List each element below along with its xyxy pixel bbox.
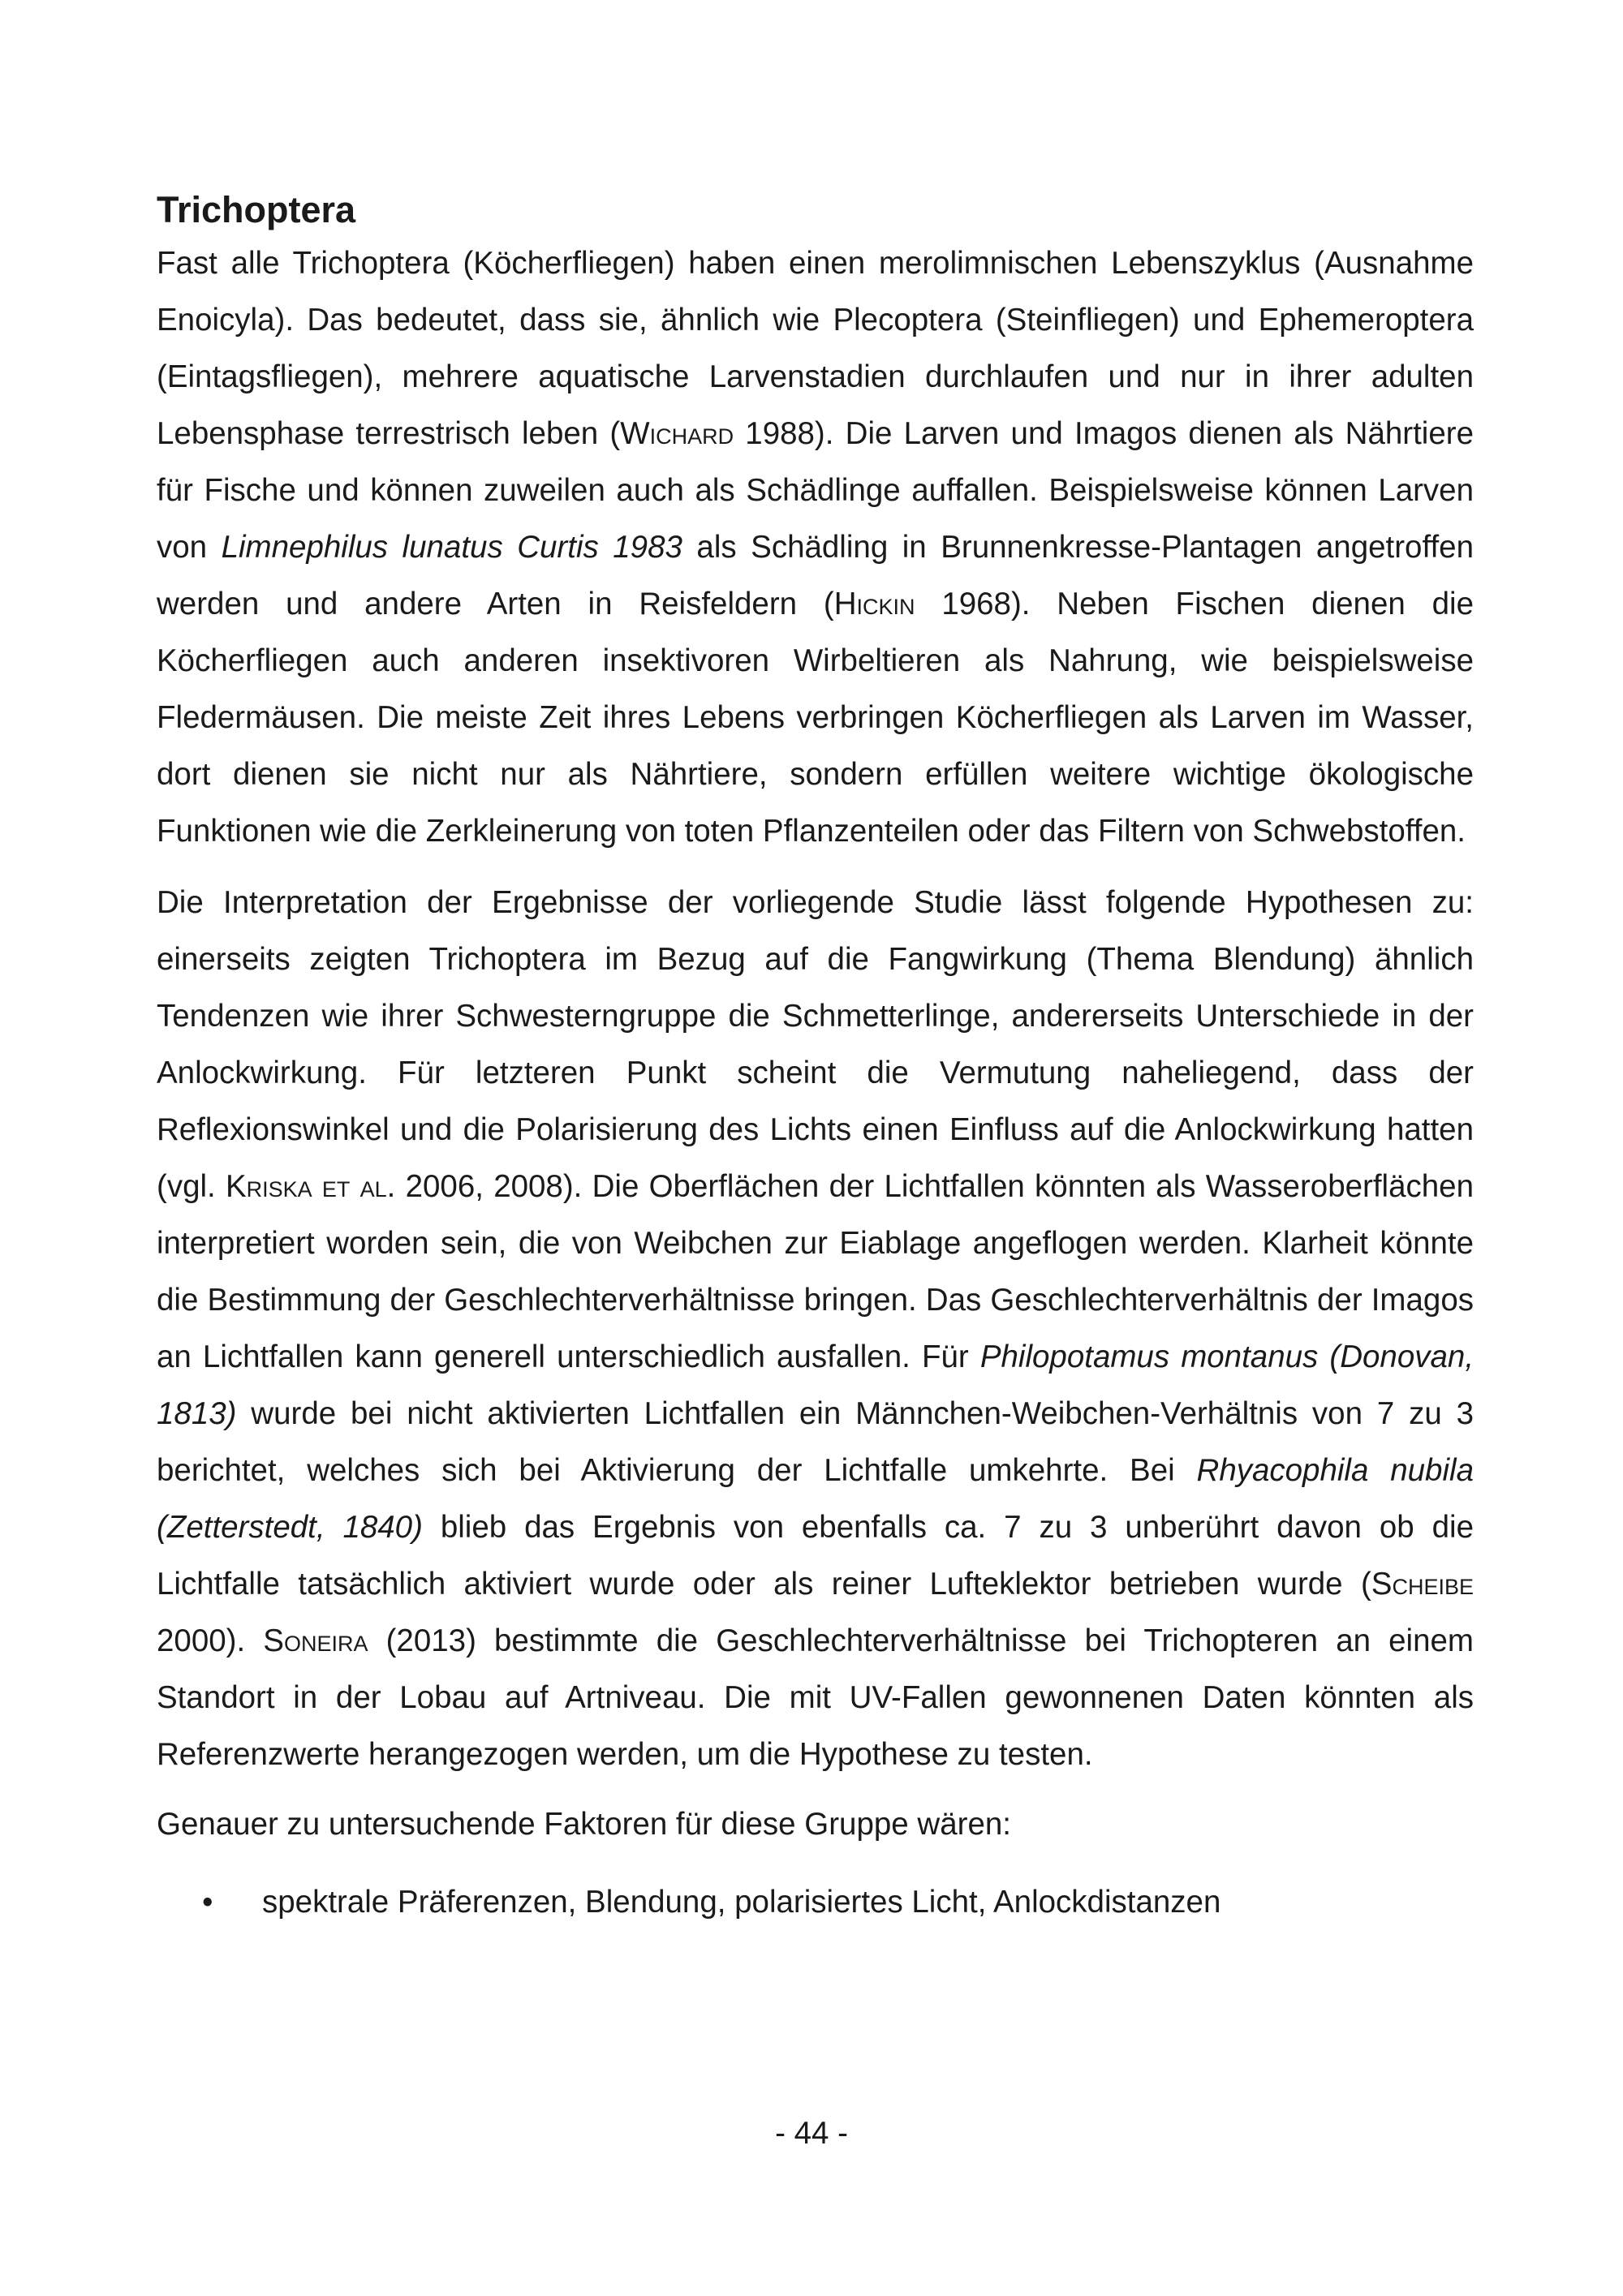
text-run: Die Interpretation der Ergebnisse der vorliegende Studie lässt folgende Hypothesen zu: einerseits zeigten Trichoptera im Bezug auf die Fangwirkung (Thema Blendung) ähnlich Tendenzen wie ihrer Schwesterngruppe die Schmetterlinge, andererseits Unterschiede in der Anlockwirkung. Für letzteren Punkt scheint die Vermutung naheliegend, dass der Reflexionswinkel und die Polarisierung des Lichts einen Einfluss auf die Anlockwirkung hatten (vgl. (157, 885, 1474, 1204)
species-name: Rhyacophila nubila (Zetterstedt, 1840) (157, 1453, 1474, 1545)
text-run: 2006, 2008). Die Oberflächen der Lichtfallen könnten als Wasseroberflächen interpretiert worden sein, die von Weibchen zur Eiablage angeflogen werden. Klarheit könnte die Bestimmung der Geschlechterverhältnisse bringen. Das Geschlechterverhältnis der Imagos an Lichtfallen kann generell unterschiedlich ausfallen. Für (157, 1169, 1474, 1374)
citation-author: Hickin (833, 587, 915, 621)
text-run: 1988). Die Larven und Imagos dienen als Nährtiere für Fische und können zuweilen auch als Schädlinge auffallen. Beispielsweise können Larven von (157, 416, 1474, 565)
text-run: blieb das Ergebnis von ebenfalls ca. 7 zu 3 unberührt davon ob die Lichtfalle tatsächlich aktiviert wurde oder als reiner Lufteklektor betrieben wurde ( (157, 1510, 1474, 1602)
text-run: 2000). (157, 1623, 264, 1658)
page-number: - 44 - (775, 2116, 848, 2151)
citation-author: Scheibe (1371, 1567, 1474, 1602)
text-run: 1968). Neben Fischen dienen die Köcherfliegen auch anderen insektivoren Wirbeltieren als Nahrung, wie beispielsweise Fledermäusen. Die meiste Zeit ihres Lebens verbringen Köcherfliegen als Larven im Wasser, dort dienen sie nicht nur als Nährtiere, sondern erfüllen weitere wichtige ökologische Funktionen wie die Zerkleinerung von toten Pflanzenteilen oder das Filtern von Schwebstoffen. (157, 587, 1474, 849)
bullet-icon: • (202, 1885, 213, 1920)
paragraph-interpretation (157, 875, 1474, 1783)
paragraph-factors-intro: Genauer zu untersuchende Faktoren für diese Gruppe wären: (157, 1807, 1011, 1842)
species-name: Limnephilus lunatus Curtis 1983 (221, 530, 682, 565)
text-run: wurde bei nicht aktivierten Lichtfallen ein Männchen-Weibchen-Verhältnis von 7 zu 3 berichtet, welches sich bei Aktivierung der Lichtfalle umkehrte. Bei (157, 1396, 1474, 1488)
section-heading: Trichoptera (157, 189, 356, 230)
list-item-text: spektrale Präferenzen, Blendung, polarisiertes Licht, Anlockdistanzen (262, 1885, 1221, 1920)
citation-author: Soneira (263, 1623, 368, 1658)
species-name: Philopotamus montanus (Donovan, 1813) (157, 1339, 1474, 1431)
text-run: Fast alle Trichoptera (Köcherfliegen) haben einen merolimnischen Lebenszyklus (Ausnahme Enoicyla). Das bedeutet, dass sie, ähnlich wie Plecoptera (Steinfliegen) und Ephemeroptera (Eintagsfliegen), mehrere aquatische Larvenstadien durchlaufen und nur in ihrer adulten Lebensphase terrestrisch leben ( (157, 246, 1474, 451)
citation-author: Wichard (620, 416, 734, 451)
text-run: (2013) bestimmte die Geschlechterverhältnisse bei Trichopteren an einem Standort in der Lobau auf Artniveau. Die mit UV-Fallen gewonnenen Daten könnten als Referenzwerte herangezogen werden, um die Hypothese zu testen. (157, 1623, 1474, 1772)
page-content (157, 185, 1474, 1931)
factor-list (157, 1874, 1474, 1931)
list-item (157, 1874, 1474, 1931)
paragraph-trichoptera-intro (157, 235, 1474, 860)
text-run: als Schädling in Brunnenkresse-Plantagen angetroffen werden und andere Arten in Reisfeldern ( (157, 530, 1474, 621)
citation-author: Kriska et al. (225, 1169, 396, 1204)
